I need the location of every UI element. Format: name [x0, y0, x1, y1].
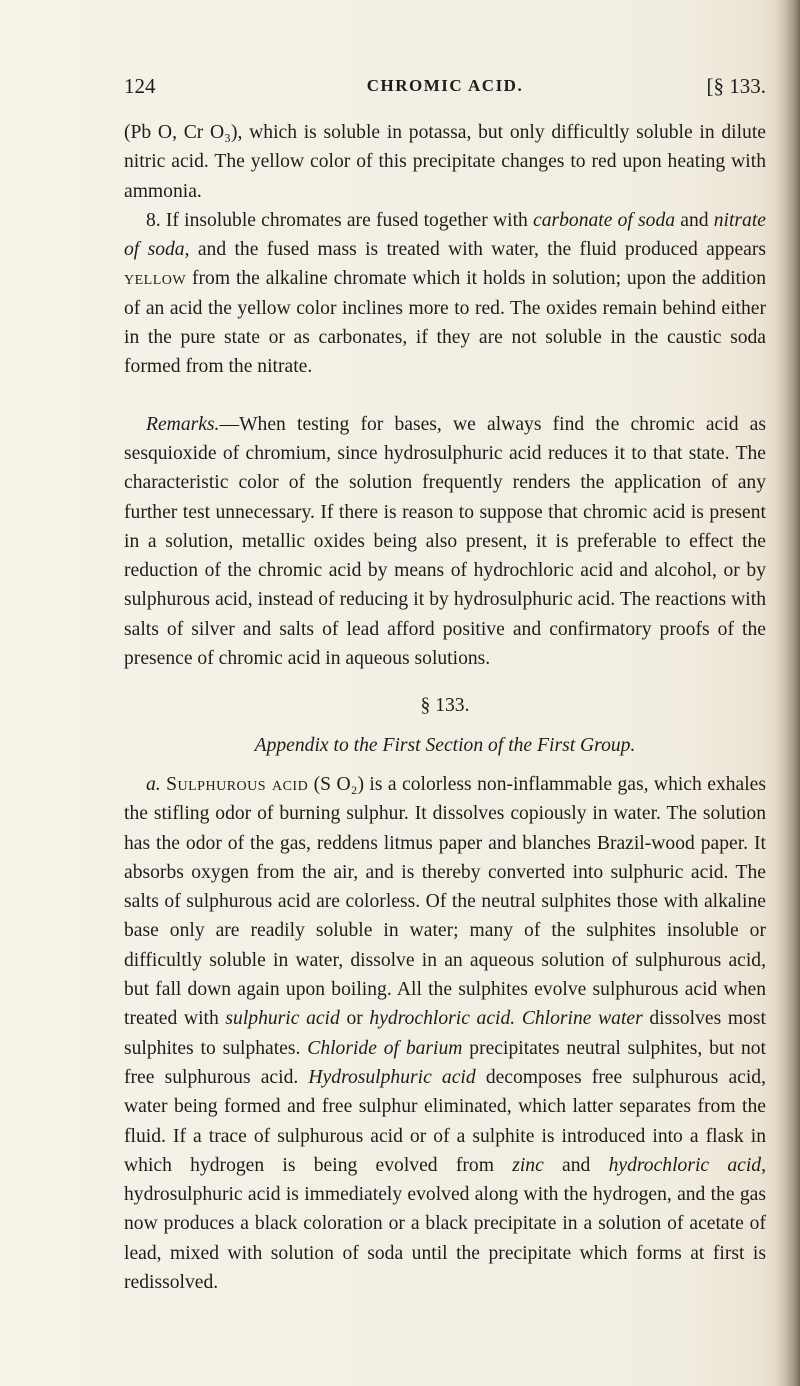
emphasis: nitrate of soda,: [124, 209, 766, 261]
running-header: [124, 74, 766, 104]
spacer: [124, 721, 766, 731]
text-run: and the fused mass is treated with water, the fluid produced appears: [189, 239, 766, 261]
emphasis: sulphuric acid: [225, 1008, 340, 1030]
emphasis: Chloride of barium: [307, 1037, 463, 1059]
paragraph-continuation: (Pb O, Cr O₃), which is soluble in potassa, but only difficultly soluble in dilute nitric acid. The yellow color of this precipitate changes to red upon heating with ammonia.: [124, 122, 766, 202]
page-number: 124: [124, 74, 156, 98]
text-run: (S O₂) is a colorless non-inflammable gas, which exhales the stifling odor of burning sulphur. It dissolves copiously in water. The solution has the odor of the gas, reddens litmus paper and blanches Brazil-wood paper. It absorbs oxygen from the air, and is thereby converted into sulphuric acid. The salts of sulphurous acid are colorless. Of the neutral sulphites those with alkaline base only are readily soluble in water; many of the sulphites insoluble or difficultly soluble in water, dissolve in an aqueous solution of sulphurous acid, but fall down again upon boiling. All the sulphites evolve sulphurous acid when treated with: [124, 773, 766, 1030]
paragraph-a: [124, 770, 766, 1297]
text-run: and: [543, 1154, 609, 1176]
emphasis: Chlorine water: [521, 1008, 643, 1030]
text-run: dissolves most sulphites to sulphates.: [124, 1008, 766, 1059]
body-text: [124, 118, 766, 1297]
section-reference: [§ 133.: [706, 74, 766, 98]
text-run: or: [339, 1008, 370, 1030]
emphasis: zinc: [512, 1154, 544, 1176]
text-run: precipitates neutral sulphites, but not free sulphurous acid.: [124, 1037, 766, 1088]
emphasis: hydrochloric acid,: [608, 1154, 766, 1176]
appendix-title: [124, 731, 766, 760]
small-caps-term: Sulphurous acid: [166, 773, 309, 795]
text-run: from the alkaline chromate which it holds in solution; upon the addition of an acid the yellow color inclines more to red. The oxides remain behind either in the pure state or as carbonates, if they are not soluble in the caustic soda formed from the nitrate.: [124, 268, 766, 378]
running-title: CHROMIC ACID.: [366, 76, 524, 95]
text-run: decomposes free sulphurous acid, water being formed and free sulphur eliminated, which latter separates from the fluid. If a trace of sulphurous acid or of a sulphite is introduced into a flask in which hydrogen is being evolved from: [124, 1066, 767, 1176]
item-letter: a.: [146, 773, 167, 795]
emphasis: carbonate of soda: [533, 209, 676, 231]
page-edge-shadow: [774, 0, 800, 1386]
spacer: [124, 673, 766, 691]
remarks-label: Remarks.: [146, 413, 220, 435]
paragraph-8: [124, 206, 766, 382]
text-run: hydrosulphuric acid is immediately evolved along with the hydrogen, and the gas now produces a black coloration or a black precipitate in a solution of acetate of lead, mixed with solution of soda until the precipitate which forms at first is redissolved.: [124, 1184, 766, 1293]
section-heading: § 133.: [420, 695, 470, 717]
text-run: [515, 1008, 522, 1029]
spacer: [124, 760, 766, 770]
emphasis: hydrochloric acid.: [369, 1008, 516, 1030]
appendix-title-text: Appendix to the First Section of the First Group.: [254, 734, 636, 756]
small-caps-term: yellow: [124, 268, 187, 290]
text-run: —When testing for bases, we always find the chromic acid as sesquioxide of chromium, since hydrosulphuric acid reduces it to that state. The characteristic color of the solution frequently renders the application of any further test unnecessary. If there is reason to suppose that chromic acid is present in a solution, metallic oxides being also present, it is preferable to effect the reduction of the chromic acid by means of hydrochloric acid and alcohol, or by sulphurous acid, instead of reducing it by hydrosulphuric acid. The reactions with salts of silver and salts of lead afford positive and confirmatory proofs of the presence of chromic acid in aqueous solutions.: [124, 413, 766, 670]
text-run: and: [675, 209, 714, 231]
remarks-paragraph: [124, 410, 766, 674]
spacer: [124, 382, 766, 410]
text-run: 8. If insoluble chromates are fused together with: [146, 209, 533, 231]
emphasis: Hydrosulphuric acid: [308, 1066, 476, 1088]
